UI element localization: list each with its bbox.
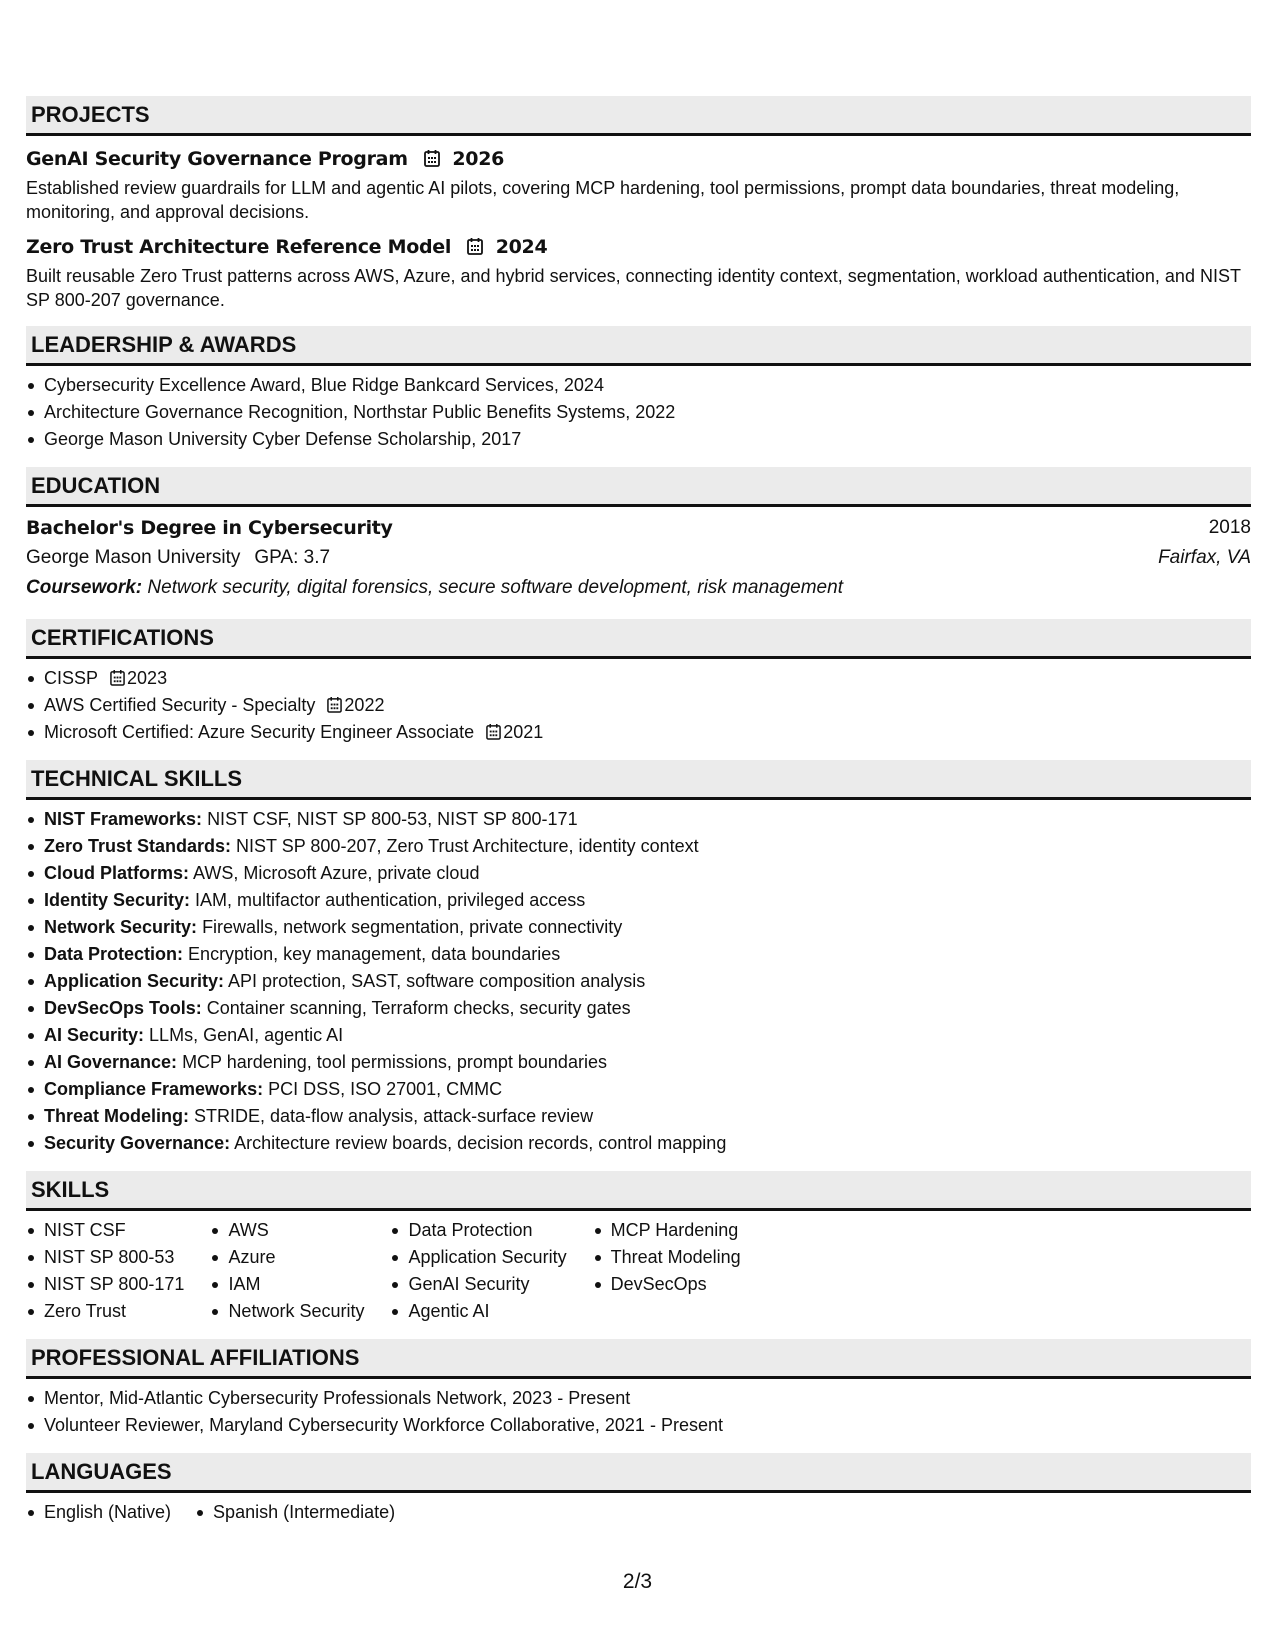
languages-row (26, 1499, 1251, 1526)
skill-value: Firewalls, network segmentation, private connectivity (202, 917, 623, 937)
skill-label: DevSecOps Tools: (44, 998, 202, 1018)
project-title: GenAI Security Governance Program (26, 148, 408, 170)
list-item (44, 665, 1251, 692)
list-item: NIST CSF (44, 1217, 184, 1244)
project-description: Established review guardrails for LLM and agentic AI pilots, covering MCP hardening, tool permissions, prompt data boundaries, threat modeling, monitoring, and approval decisions. (26, 178, 1180, 222)
skills-column (26, 1217, 184, 1325)
skills-column (390, 1217, 566, 1325)
skill-value: Architecture review boards, decision records, control mapping (234, 1133, 727, 1153)
list-item: NIST SP 800-171 (44, 1271, 184, 1298)
skill-value: LLMs, GenAI, agentic AI (149, 1025, 344, 1045)
section-heading-languages: LANGUAGES (26, 1453, 1251, 1493)
list-item: Spanish (Intermediate) (213, 1499, 395, 1526)
list-item: English (Native) (44, 1499, 171, 1526)
section-heading-certifications: CERTIFICATIONS (26, 619, 1251, 659)
gpa: GPA: 3.7 (254, 547, 331, 568)
list-item (44, 833, 1251, 860)
education-entry (26, 513, 1251, 603)
section-heading-affiliations: PROFESSIONAL AFFILIATIONS (26, 1339, 1251, 1379)
list-item (44, 1022, 1251, 1049)
skill-value: NIST SP 800-207, Zero Trust Architecture, identity context (236, 836, 699, 856)
list-item (44, 914, 1251, 941)
cert-year: 2021 (503, 722, 544, 742)
calendar-icon (467, 237, 483, 255)
affiliations-list (26, 1385, 1251, 1439)
cert-name: Microsoft Certified: Azure Security Engineer Associate (44, 722, 475, 742)
skill-label: NIST Frameworks: (44, 809, 203, 829)
list-item (44, 692, 1251, 719)
project-year: 2024 (495, 236, 548, 258)
list-item: MCP Hardening (611, 1217, 741, 1244)
section-heading-projects: PROJECTS (26, 96, 1251, 136)
project-description: Built reusable Zero Trust patterns across AWS, Azure, and hybrid services, connecting identity context, segmentation, workload authentication, and NIST SP 800-207 governance. (26, 266, 1241, 310)
list-item (44, 1049, 1251, 1076)
awards-list (26, 372, 1251, 453)
skill-value: Encryption, key management, data boundaries (188, 944, 561, 964)
skill-label: Data Protection: (44, 944, 184, 964)
list-item (44, 941, 1251, 968)
school-name: George Mason University (26, 547, 241, 568)
list-item (44, 719, 1251, 746)
project-year: 2026 (452, 148, 505, 170)
list-item (44, 995, 1251, 1022)
list-item: Agentic AI (408, 1298, 566, 1325)
skill-label: AI Security: (44, 1025, 145, 1045)
skills-grid (26, 1217, 1251, 1325)
skill-label: AI Governance: (44, 1052, 178, 1072)
cert-name: AWS Certified Security - Specialty (44, 695, 316, 715)
list-item: Application Security (408, 1244, 566, 1271)
certifications-list (26, 665, 1251, 746)
list-item: Architecture Governance Recognition, Northstar Public Benefits Systems, 2022 (44, 399, 1251, 426)
skill-label: Application Security: (44, 971, 225, 991)
skill-label: Threat Modeling: (44, 1106, 189, 1126)
cert-year: 2022 (344, 695, 385, 715)
skill-value: MCP hardening, tool permissions, prompt boundaries (182, 1052, 607, 1072)
list-item (44, 1076, 1251, 1103)
list-item: IAM (228, 1271, 364, 1298)
skill-value: NIST CSF, NIST SP 800-53, NIST SP 800-171 (207, 809, 578, 829)
list-item: Azure (228, 1244, 364, 1271)
list-item: Zero Trust (44, 1298, 184, 1325)
section-heading-education: EDUCATION (26, 467, 1251, 507)
skill-label: Cloud Platforms: (44, 863, 190, 883)
skill-label: Identity Security: (44, 890, 191, 910)
list-item (44, 968, 1251, 995)
coursework-text: Network security, digital forensics, secure software development, risk management (147, 577, 843, 598)
list-item: Mentor, Mid-Atlantic Cybersecurity Professionals Network, 2023 - Present (44, 1385, 1251, 1412)
list-item (44, 806, 1251, 833)
list-item: AWS (228, 1217, 364, 1244)
list-item: George Mason University Cyber Defense Scholarship, 2017 (44, 426, 1251, 453)
skill-label: Security Governance: (44, 1133, 231, 1153)
resume-page-2 (26, 96, 1251, 1526)
skills-column (593, 1217, 741, 1325)
school-location: Fairfax, VA (1158, 547, 1251, 568)
list-item: Cybersecurity Excellence Award, Blue Ridge Bankcard Services, 2024 (44, 372, 1251, 399)
skill-label: Compliance Frameworks: (44, 1079, 264, 1099)
project-item (26, 234, 1251, 312)
language-list (26, 1499, 171, 1526)
calendar-icon (327, 696, 342, 713)
calendar-icon (486, 723, 501, 740)
list-item (44, 887, 1251, 914)
list-item: Data Protection (408, 1217, 566, 1244)
project-title: Zero Trust Architecture Reference Model (26, 236, 452, 258)
section-heading-technical-skills: TECHNICAL SKILLS (26, 760, 1251, 800)
section-heading-awards: LEADERSHIP & AWARDS (26, 326, 1251, 366)
coursework-label: Coursework: (26, 577, 143, 598)
skill-label: Zero Trust Standards: (44, 836, 232, 856)
skill-value: STRIDE, data-flow analysis, attack-surface review (194, 1106, 594, 1126)
skill-value: AWS, Microsoft Azure, private cloud (193, 863, 480, 883)
page-number: 2/3 (622, 1570, 653, 1593)
skills-column (210, 1217, 364, 1325)
skill-value: API protection, SAST, software composition analysis (228, 971, 646, 991)
list-item: Threat Modeling (611, 1244, 741, 1271)
graduation-year: 2018 (1208, 517, 1251, 538)
list-item (44, 1130, 1251, 1157)
cert-name: CISSP (44, 668, 99, 688)
list-item: Network Security (228, 1298, 364, 1325)
project-item (26, 146, 1251, 224)
list-item: DevSecOps (611, 1271, 741, 1298)
cert-year: 2023 (127, 668, 168, 688)
skill-value: IAM, multifactor authentication, privileged access (195, 890, 586, 910)
skill-value: Container scanning, Terraform checks, security gates (206, 998, 631, 1018)
list-item: NIST SP 800-53 (44, 1244, 184, 1271)
list-item (44, 860, 1251, 887)
list-item: GenAI Security (408, 1271, 566, 1298)
list-item (44, 1103, 1251, 1130)
section-heading-skills: SKILLS (26, 1171, 1251, 1211)
skill-label: Network Security: (44, 917, 198, 937)
calendar-icon (110, 669, 125, 686)
degree-title: Bachelor's Degree in Cybersecurity (26, 517, 393, 539)
language-list (195, 1499, 395, 1526)
calendar-icon (424, 149, 440, 167)
skill-value: PCI DSS, ISO 27001, CMMC (268, 1079, 503, 1099)
technical-skills-list (26, 806, 1251, 1157)
list-item: Volunteer Reviewer, Maryland Cybersecurity Workforce Collaborative, 2021 - Present (44, 1412, 1251, 1439)
